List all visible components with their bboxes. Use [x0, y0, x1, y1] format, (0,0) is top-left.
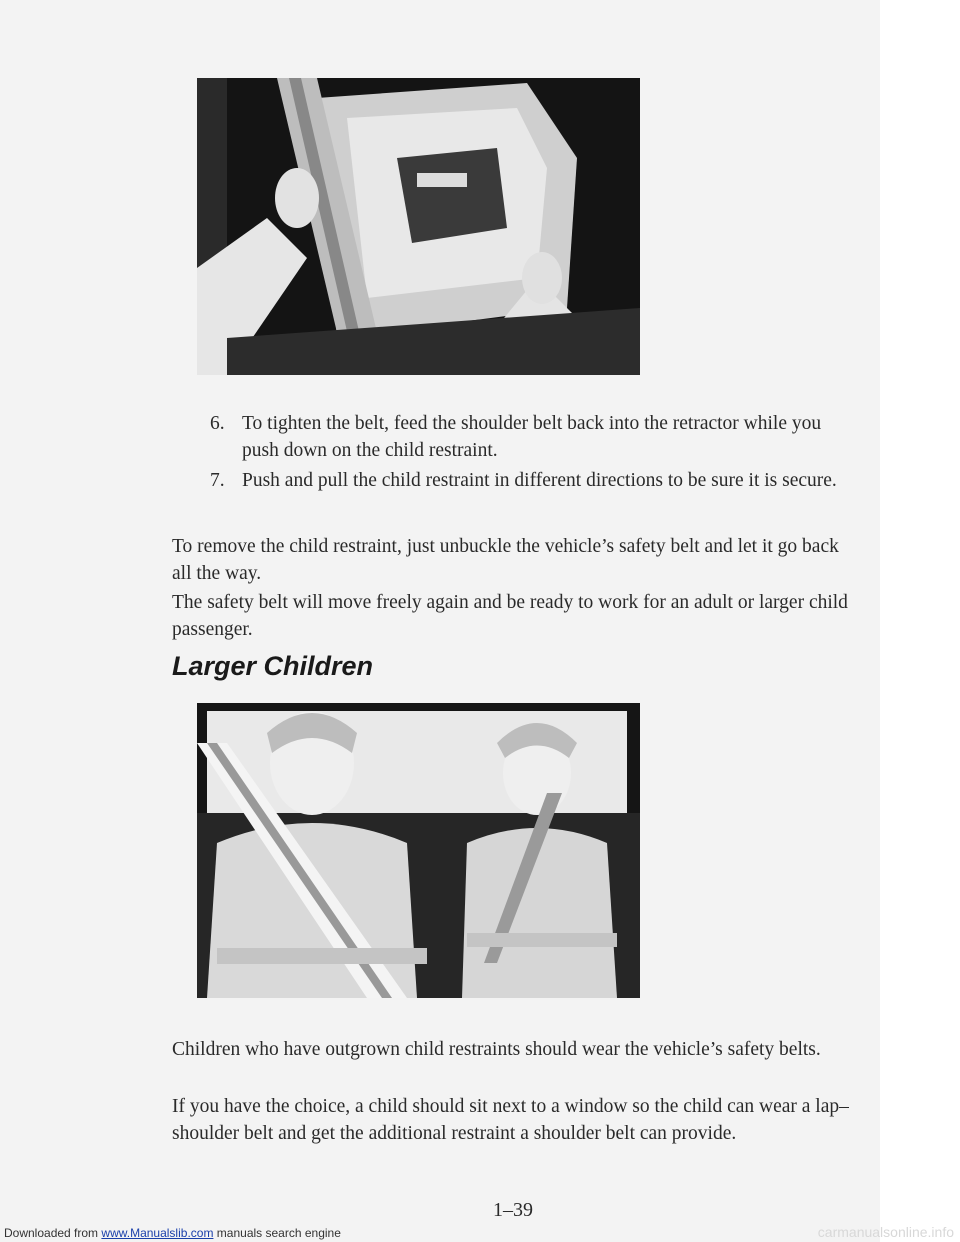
section-heading: Larger Children: [172, 651, 374, 681]
step-text: To tighten the belt, feed the shoulder belt back into the retractor while you push down on the child restraint.: [242, 413, 822, 461]
step-number: 7.: [210, 470, 225, 491]
larger-children-illustration: [197, 703, 640, 998]
manualslib-link[interactable]: www.Manualslib.com: [101, 1226, 214, 1240]
watermark: carmanualsonline.info: [817, 1224, 954, 1240]
footer-prefix: Downloaded from: [4, 1226, 99, 1240]
body-paragraph: Children who have outgrown child restraints should wear the vehicle’s safety belts.: [172, 1039, 821, 1060]
page-number: 1–39: [493, 1199, 533, 1221]
download-footer: [4, 1226, 341, 1240]
instruction-step: [210, 467, 850, 494]
child-restraint-illustration: [197, 78, 640, 375]
body-paragraph: To remove the child restraint, just unbuckle the vehicle’s safety belt and let it go back all the way.: [172, 536, 839, 584]
footer-suffix: manuals search engine: [216, 1226, 341, 1240]
body-paragraph: If you have the choice, a child should sit next to a window so the child can wear a lap–shoulder belt and get the additional restraint a shoulder belt can provide.: [172, 1096, 849, 1144]
step-text: Push and pull the child restraint in different directions to be sure it is secure.: [242, 470, 837, 491]
body-paragraph: The safety belt will move freely again and be ready to work for an adult or larger child passenger.: [172, 592, 848, 640]
instruction-step: [210, 410, 850, 464]
step-number: 6.: [210, 413, 225, 434]
